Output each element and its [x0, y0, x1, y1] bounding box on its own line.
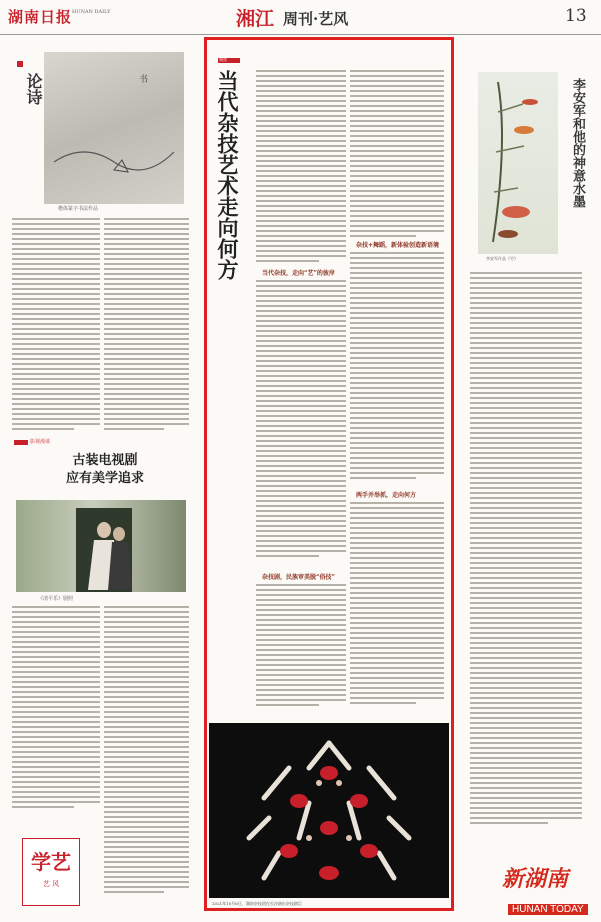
center-subhead-2: 杂技+舞蹈，新体验创造新语境	[356, 242, 440, 249]
center-text-col1-mid	[256, 280, 346, 560]
left-article-text-d	[104, 606, 189, 896]
acrobatics-photo	[209, 723, 449, 898]
left-article-text-c	[12, 606, 100, 811]
watermark-logo: 新湖南	[502, 866, 569, 892]
center-subhead-1: 当代杂技，走向“艺”的彼岸	[262, 270, 335, 277]
left-mid-title-line1: 古装电视剧	[72, 453, 138, 468]
left-article-text-a	[12, 218, 100, 433]
left-mid-caption: 《清平乐》剧照	[38, 596, 74, 602]
right-image-caption: 李安军作品《竹》	[486, 256, 518, 261]
left-mid-tag: 影视漫谈	[30, 439, 51, 445]
drama-still-photo	[16, 500, 186, 592]
center-subhead-4: 两手并举抓，走向何方	[356, 492, 417, 499]
right-painting	[478, 72, 558, 254]
right-article-text	[470, 272, 582, 827]
center-text-col1-top	[256, 70, 346, 265]
left-top-title: 论诗	[24, 73, 43, 105]
watermark-subtitle: HUNAN TODAY	[508, 904, 588, 915]
bamboo-ink-painting	[478, 72, 558, 254]
acrobat-performers-figure	[209, 723, 449, 898]
section-subname: 周刊·艺风	[283, 10, 349, 28]
left-top-caption: 楷体篆字书法作品	[58, 206, 99, 212]
left-bottom-logo	[22, 838, 80, 906]
newspaper-logo: 湖南日报	[8, 8, 73, 26]
left-bottom-logo-sub: 艺 风	[42, 880, 60, 888]
logo-subtitle: HUNAN DAILY	[72, 9, 111, 15]
center-text-col2-top	[350, 70, 444, 240]
right-headline: 李安军和他的神意水墨	[570, 78, 585, 208]
svg-text:书: 书	[139, 75, 149, 85]
left-top-image	[44, 52, 184, 204]
center-subhead-3: 杂技剧，民族审美脱“俗技”	[262, 574, 335, 581]
left-mid-image	[16, 500, 186, 592]
left-article-text-b	[104, 218, 189, 433]
center-photo-caption: 2021年10月6日，湖南杂技团在长沙演出杂技剧目	[212, 901, 302, 906]
left-bottom-logo-main: 学艺	[31, 850, 71, 874]
center-tag: 聚焦	[219, 57, 227, 62]
masthead	[0, 0, 601, 35]
section-tag-icon	[14, 440, 28, 445]
left-mid-title-line2: 应有美学追求	[65, 471, 144, 486]
left-mid-title	[30, 452, 180, 488]
calligraphy-artwork	[44, 52, 184, 204]
section-name: 湘江	[236, 8, 275, 30]
page-number: 13	[565, 6, 587, 26]
section-marker-icon	[17, 61, 23, 67]
center-text-col1-bottom	[256, 584, 346, 709]
center-text-col2-mid	[350, 252, 444, 482]
center-headline: 当代杂技艺术走向何方	[215, 70, 240, 280]
center-text-col2-bottom	[350, 502, 444, 707]
